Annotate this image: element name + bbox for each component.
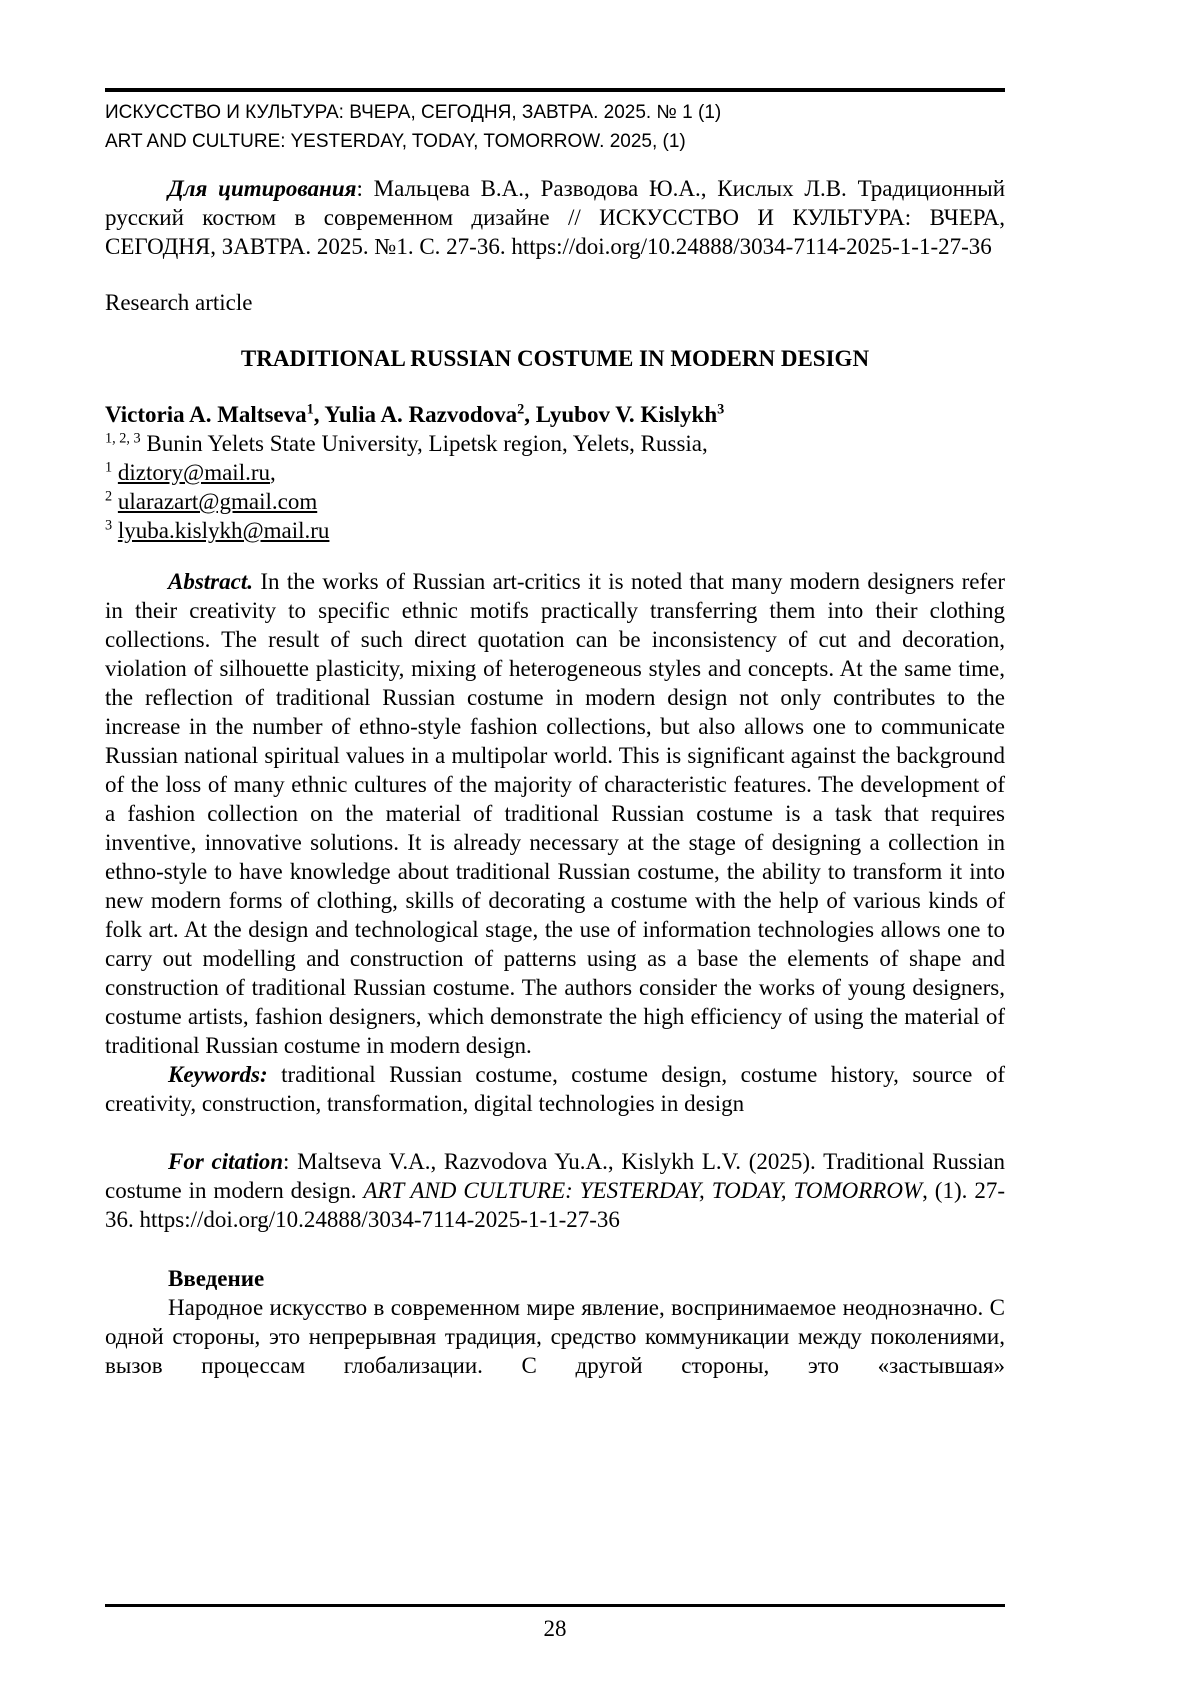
- article-title: TRADITIONAL RUSSIAN COSTUME IN MODERN DESIGN: [240, 346, 870, 371]
- for-citation-text-1: : Maltseva V.A., Razvodova Yu.A., Kislykh L.V. (2025). Traditional Russian costume in modern design.: [105, 1149, 1005, 1203]
- email-line-2: [105, 487, 1005, 516]
- affiliation-text: Bunin Yelets State University, Lipetsk region, Yelets, Russia,: [140, 431, 708, 456]
- running-head-ru: ИСКУССТВО И КУЛЬТУРА: ВЧЕРА, СЕГОДНЯ, ЗАВТРА. 2025. № 1 (1): [105, 102, 722, 123]
- email-sup-2: 2: [105, 488, 113, 505]
- email-link-1[interactable]: diztory@mail.ru: [117, 460, 270, 485]
- keywords-label: Keywords:: [168, 1062, 268, 1087]
- affiliation-sup: 1, 2, 3: [105, 430, 141, 447]
- author-name-2: , Yulia A. Razvodova: [313, 402, 518, 427]
- email-sup-3: 3: [105, 517, 113, 534]
- email-sup-1: 1: [105, 459, 113, 476]
- author-sup-2: 2: [517, 401, 525, 418]
- citation-ru-paragraph: [105, 174, 1005, 261]
- abstract-text: In the works of Russian art-critics it is noted that many modern designers refer in their creativity to specific ethnic motifs practically transferring them into their clothing collections. The result of such direct quotation can be inconsistency of cut and decoration, violation of silhouette plasticity, mixing of heterogeneous styles and concepts. At the same time, the reflection of traditional Russian costume in modern design not only contributes to the increase in the number of ethno-style fashion collections, but also allows one to communicate Russian national spiritual values in a multipolar world. This is significant against the background of the loss of many ethnic cultures of the majority of characteristic features. The development of a fashion collection on the material of traditional Russian costume is a task that requires inventive, innovative solutions. It is already necessary at the stage of designing a collection in ethno-style to have knowledge about traditional Russian costume, the ability to transform it into new modern forms of clothing, skills of decorating a costume with the help of various kinds of folk art. At the design and technological stage, the use of information technologies allows one to carry out modelling and construction of patterns using as a base the elements of shape and construction of traditional Russian costume. The authors consider the works of young designers, costume artists, fashion designers, which demonstrate the high efficiency of using the material of traditional Russian costume in modern design.: [105, 569, 1005, 1058]
- citation-ru-text: : Мальцева В.А., Разводова Ю.А., Кислых Л.В. Традиционный русский костюм в современном дизайне // ИСКУССТВО И КУЛЬТУРА: ВЧЕРА, СЕГОДНЯ, ЗАВТРА. 2025. №1. С. 27-36. https://doi.org/10.24888/3034-7114-2025-1-1-27-36: [105, 176, 1005, 259]
- affiliation-line: [105, 429, 1005, 458]
- introduction-heading: Введение: [168, 1266, 265, 1291]
- running-head-en: ART AND CULTURE: YESTERDAY, TODAY, TOMORROW. 2025, (1): [105, 131, 686, 152]
- keywords-text: traditional Russian costume, costume design, costume history, source of creativity, construction, transformation, digital technologies in design: [105, 1062, 1005, 1116]
- abstract-paragraph: [105, 567, 1005, 1060]
- email-link-2[interactable]: ularazart@gmail.com: [117, 489, 318, 514]
- authors-line: [105, 400, 1005, 429]
- author-name-3: , Lyubov V. Kislykh: [524, 402, 718, 427]
- abstract-label: Abstract.: [168, 569, 253, 594]
- journal-running-head: [105, 88, 1005, 156]
- article-type-label: Research article: [105, 290, 253, 315]
- author-name-1: Victoria A. Maltseva: [105, 402, 307, 427]
- citation-ru-label: Для цитирования: [168, 176, 357, 201]
- page-content: [105, 88, 1005, 1380]
- page-number: 28: [543, 1616, 567, 1641]
- keywords-paragraph: [105, 1060, 1005, 1118]
- author-sup-3: 3: [717, 401, 725, 418]
- email-line-1: [105, 458, 1005, 487]
- page-footer: [105, 1604, 1005, 1643]
- introduction-paragraph: Народное искусство в современном мире явление, воспринимаемое неоднозначно. С одной стороны, это непрерывная традиция, средство коммуникации между поколениями, вызов процессам глобализации. С другой стороны, это «застывшая»: [105, 1295, 1005, 1378]
- for-citation-label: For citation: [168, 1149, 284, 1174]
- email-link-3[interactable]: lyuba.kislykh@mail.ru: [117, 518, 330, 543]
- for-citation-text-2: , (1). 27-36. https://doi.org/10.24888/3034-7114-2025-1-1-27-36: [105, 1178, 1005, 1232]
- author-sup-1: 1: [306, 401, 314, 418]
- email-suffix-1: ,: [270, 460, 276, 485]
- for-citation-paragraph: [105, 1147, 1005, 1234]
- for-citation-journal: ART AND CULTURE: YESTERDAY, TODAY, TOMORROW: [363, 1178, 923, 1203]
- email-line-3: [105, 516, 1005, 545]
